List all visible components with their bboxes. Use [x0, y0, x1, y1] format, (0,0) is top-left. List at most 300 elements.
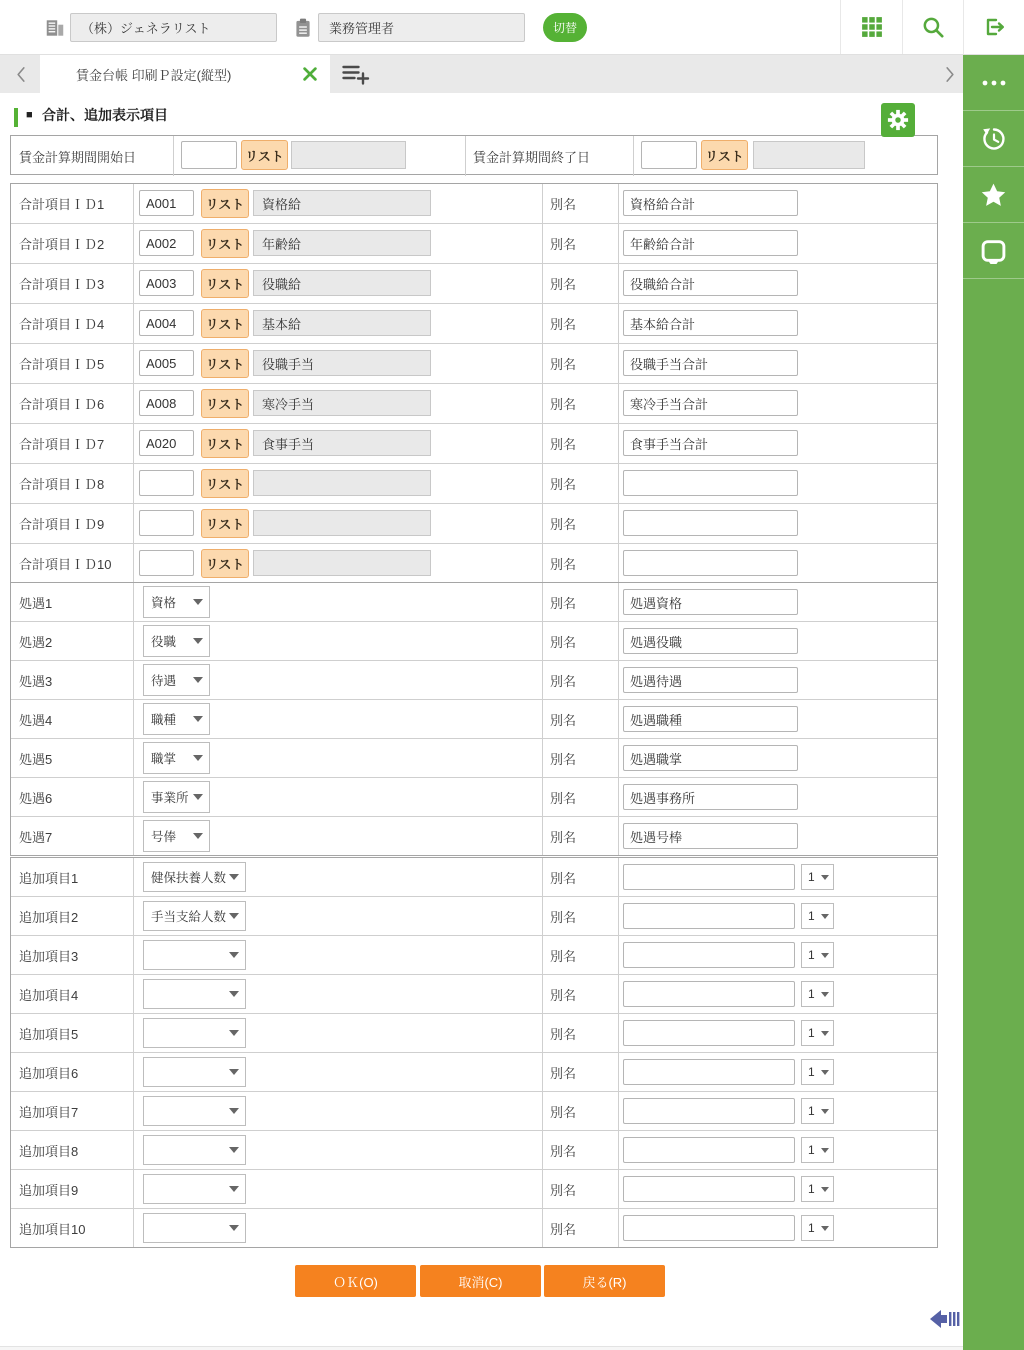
chevron-down-icon — [229, 991, 239, 997]
divider — [542, 344, 543, 383]
divider — [618, 1209, 619, 1247]
item-code-input[interactable] — [139, 190, 194, 216]
row-label: 合計項目ＩＤ4 — [19, 317, 105, 332]
logout-icon — [982, 15, 1006, 39]
panel-icon — [980, 238, 1007, 264]
row-label: 追加項目2 — [19, 909, 79, 925]
count-select-value: 1 — [808, 1143, 815, 1157]
count-select-value: 1 — [808, 1104, 815, 1118]
chevron-down-icon — [193, 755, 203, 761]
chevron-down-icon — [229, 874, 239, 880]
treatment-select[interactable] — [143, 664, 210, 696]
alias-input[interactable] — [623, 430, 798, 456]
period-table — [10, 135, 938, 175]
divider — [542, 583, 543, 621]
chevron-down-icon — [229, 913, 239, 919]
row-label: 合計項目ＩＤ10 — [19, 557, 112, 572]
treatment-select-value: 待遇 — [151, 674, 177, 688]
alias-label: 別名 — [550, 437, 577, 452]
alias-label: 別名 — [550, 909, 577, 925]
list-button[interactable]: リスト — [201, 269, 249, 298]
chevron-down-icon — [229, 1030, 239, 1036]
total-item-row — [11, 184, 937, 223]
treatment-select-value: 職種 — [151, 713, 177, 727]
chevron-down-icon — [229, 1069, 239, 1075]
item-name-field — [253, 470, 431, 496]
chevron-down-icon — [821, 1226, 829, 1231]
total-item-row — [11, 543, 937, 583]
divider — [542, 1209, 543, 1247]
alias-label: 別名 — [550, 1026, 577, 1042]
period-start-list-button[interactable]: リスト — [241, 140, 288, 170]
alias-input[interactable] — [623, 470, 798, 496]
alias-input[interactable] — [623, 628, 798, 654]
additional-select[interactable] — [143, 940, 246, 970]
additional-item-row — [11, 896, 937, 935]
divider — [542, 739, 543, 777]
treatment-select-value: 号俸 — [151, 830, 177, 844]
alias-label: 別名 — [550, 870, 577, 886]
treatment-select[interactable] — [143, 625, 210, 657]
alias-input[interactable] — [623, 981, 795, 1007]
sidebar-history-button[interactable] — [963, 111, 1024, 167]
star-icon — [980, 182, 1007, 208]
settings-button[interactable] — [881, 103, 915, 137]
additional-select[interactable] — [143, 1057, 246, 1087]
treatment-row — [11, 660, 937, 699]
alias-label: 別名 — [550, 397, 577, 412]
divider — [133, 778, 134, 816]
chevron-down-icon — [821, 992, 829, 997]
more-icon — [981, 79, 1007, 87]
treatment-row — [11, 738, 937, 777]
treatment-table — [10, 582, 938, 856]
divider — [133, 1092, 134, 1130]
apps-grid-button[interactable] — [840, 0, 902, 54]
item-code-input[interactable] — [139, 270, 194, 296]
list-button[interactable]: リスト — [201, 549, 249, 578]
chevron-down-icon — [193, 638, 203, 644]
alias-input[interactable] — [623, 310, 798, 336]
alias-input[interactable] — [623, 1098, 795, 1124]
additional-item-row — [11, 1208, 937, 1247]
list-button[interactable]: リスト — [201, 229, 249, 258]
alias-label: 別名 — [550, 987, 577, 1003]
alias-label: 別名 — [550, 634, 577, 650]
switch-button[interactable]: 切替 — [543, 13, 587, 42]
divider — [618, 817, 619, 855]
company-icon — [44, 17, 66, 39]
alias-label: 別名 — [550, 277, 577, 292]
history-icon — [980, 125, 1008, 153]
divider — [133, 700, 134, 738]
divider — [618, 224, 619, 263]
alias-input[interactable] — [623, 230, 798, 256]
additional-items-table — [10, 857, 938, 1248]
divider — [542, 304, 543, 343]
additional-select[interactable] — [143, 1135, 246, 1165]
divider — [618, 1131, 619, 1169]
divider — [618, 897, 619, 935]
row-label: 追加項目7 — [19, 1104, 79, 1120]
divider — [618, 700, 619, 738]
treatment-row — [11, 583, 937, 621]
alias-label: 別名 — [550, 477, 577, 492]
sidebar-favorites-button[interactable] — [963, 167, 1024, 223]
chevron-down-icon — [821, 914, 829, 919]
row-label: 合計項目ＩＤ2 — [19, 237, 105, 252]
count-select[interactable] — [801, 942, 834, 968]
chevron-down-icon — [193, 599, 203, 605]
alias-label: 別名 — [550, 1104, 577, 1120]
period-start-input[interactable] — [181, 141, 237, 169]
row-label: 合計項目ＩＤ5 — [19, 357, 105, 372]
alias-input[interactable] — [623, 942, 795, 968]
additional-item-row — [11, 1169, 937, 1208]
treatment-select[interactable] — [143, 742, 210, 774]
alias-label: 別名 — [550, 557, 577, 572]
additional-select[interactable] — [143, 1018, 246, 1048]
chevron-down-icon — [821, 1109, 829, 1114]
item-code-input[interactable] — [139, 230, 194, 256]
row-label: 処遇4 — [19, 712, 53, 728]
divider — [133, 544, 134, 583]
treatment-select[interactable] — [143, 586, 210, 618]
alias-label: 別名 — [550, 1065, 577, 1081]
divider — [542, 224, 543, 263]
divider — [633, 136, 634, 176]
additional-item-row — [11, 1013, 937, 1052]
item-code-input[interactable] — [139, 310, 194, 336]
count-select-value: 1 — [808, 948, 815, 962]
count-select-value: 1 — [808, 1221, 815, 1235]
alias-input[interactable] — [623, 903, 795, 929]
additional-select[interactable] — [143, 862, 246, 892]
divider — [173, 136, 174, 176]
item-name-field: 年齢給 — [253, 230, 431, 256]
item-code-input[interactable] — [139, 470, 194, 496]
alias-input[interactable] — [623, 510, 798, 536]
alias-label: 別名 — [550, 1143, 577, 1159]
treatment-select[interactable] — [143, 781, 210, 813]
divider — [542, 1131, 543, 1169]
count-select-value: 1 — [808, 909, 815, 923]
row-label: 追加項目6 — [19, 1065, 79, 1081]
additional-select[interactable] — [143, 979, 246, 1009]
company-field[interactable] — [70, 13, 277, 42]
count-select[interactable] — [801, 1137, 834, 1163]
row-label: 追加項目9 — [19, 1182, 79, 1198]
alias-label: 別名 — [550, 237, 577, 252]
divider — [465, 136, 466, 176]
divider — [542, 1053, 543, 1091]
list-button[interactable]: リスト — [201, 469, 249, 498]
alias-input[interactable] — [623, 1059, 795, 1085]
row-label: 合計項目ＩＤ9 — [19, 517, 105, 532]
divider — [133, 858, 134, 896]
divider — [542, 975, 543, 1013]
row-label: 合計項目ＩＤ7 — [19, 437, 105, 452]
list-button[interactable]: リスト — [201, 309, 249, 338]
sidebar-panel-button[interactable] — [963, 223, 1024, 279]
chevron-down-icon — [821, 1148, 829, 1153]
collapse-panel-button[interactable] — [930, 1306, 962, 1332]
period-start-label: 賃金計算期間開始日 — [19, 149, 137, 165]
count-select-value: 1 — [808, 1026, 815, 1040]
divider — [618, 858, 619, 896]
divider — [133, 224, 134, 263]
tab-bar — [0, 55, 963, 93]
divider — [542, 778, 543, 816]
divider — [133, 1014, 134, 1052]
additional-select[interactable] — [143, 901, 246, 931]
alias-input[interactable] — [623, 1137, 795, 1163]
divider — [542, 264, 543, 303]
additional-select[interactable] — [143, 1213, 246, 1243]
divider — [618, 344, 619, 383]
divider — [133, 622, 134, 660]
total-item-row — [11, 223, 937, 263]
period-start-name-field — [291, 141, 406, 169]
divider — [618, 384, 619, 423]
row-label: 追加項目3 — [19, 948, 79, 964]
divider — [618, 1053, 619, 1091]
divider — [133, 817, 134, 855]
count-select[interactable] — [801, 864, 834, 890]
divider — [133, 1131, 134, 1169]
alias-label: 別名 — [550, 517, 577, 532]
alias-input[interactable] — [623, 706, 798, 732]
treatment-row — [11, 621, 937, 660]
row-label: 追加項目8 — [19, 1143, 79, 1159]
right-sidebar — [963, 55, 1024, 1350]
alias-label: 別名 — [550, 948, 577, 964]
row-label: 処遇6 — [19, 790, 53, 806]
count-select[interactable] — [801, 1098, 834, 1124]
alias-input[interactable] — [623, 1215, 795, 1241]
alias-input[interactable] — [623, 667, 798, 693]
divider — [618, 778, 619, 816]
divider — [133, 504, 134, 543]
additional-select[interactable] — [143, 1174, 246, 1204]
list-button[interactable]: リスト — [201, 189, 249, 218]
row-label: 処遇3 — [19, 673, 53, 689]
chevron-down-icon — [821, 1070, 829, 1075]
list-button[interactable]: リスト — [201, 429, 249, 458]
cancel-button[interactable]: 取消(C) — [420, 1265, 541, 1297]
row-label: 合計項目ＩＤ1 — [19, 197, 105, 212]
item-code-input[interactable] — [139, 350, 194, 376]
alias-label: 別名 — [550, 595, 577, 611]
divider — [618, 1092, 619, 1130]
row-label: 追加項目4 — [19, 987, 79, 1003]
divider — [618, 1014, 619, 1052]
divider — [133, 897, 134, 935]
list-button[interactable]: リスト — [201, 509, 249, 538]
role-field[interactable] — [318, 13, 525, 42]
sidebar-more-button[interactable] — [963, 55, 1024, 111]
period-end-label: 賃金計算期間終了日 — [473, 149, 591, 165]
chevron-down-icon — [229, 952, 239, 958]
total-item-row — [11, 503, 937, 543]
divider — [542, 1014, 543, 1052]
divider — [133, 1209, 134, 1247]
divider — [133, 1053, 134, 1091]
count-select[interactable] — [801, 1059, 834, 1085]
alias-label: 別名 — [550, 1221, 577, 1237]
divider — [618, 544, 619, 583]
divider — [133, 464, 134, 503]
tab-next-button[interactable] — [944, 66, 956, 83]
alias-input[interactable] — [623, 390, 798, 416]
total-item-row — [11, 463, 937, 503]
search-icon — [922, 16, 945, 39]
alias-input[interactable] — [623, 589, 798, 615]
total-item-row — [11, 263, 937, 303]
row-label: 合計項目ＩＤ6 — [19, 397, 105, 412]
count-select[interactable] — [801, 903, 834, 929]
period-end-list-button[interactable]: リスト — [701, 140, 748, 170]
divider — [133, 583, 134, 621]
alias-label: 別名 — [550, 357, 577, 372]
alias-input[interactable] — [623, 784, 798, 810]
alias-label: 別名 — [550, 751, 577, 767]
divider — [133, 304, 134, 343]
total-item-row — [11, 303, 937, 343]
list-button[interactable]: リスト — [201, 389, 249, 418]
divider — [618, 504, 619, 543]
item-code-input[interactable] — [139, 430, 194, 456]
gear-icon — [887, 109, 909, 131]
divider — [542, 700, 543, 738]
period-end-input[interactable] — [641, 141, 697, 169]
alias-input[interactable] — [623, 745, 798, 771]
divider — [618, 622, 619, 660]
alias-input[interactable] — [623, 350, 798, 376]
add-tab-button[interactable] — [342, 64, 370, 85]
divider — [542, 817, 543, 855]
divider — [133, 264, 134, 303]
divider — [542, 622, 543, 660]
divider — [542, 544, 543, 583]
count-select[interactable] — [801, 1020, 834, 1046]
total-item-row — [11, 383, 937, 423]
count-select[interactable] — [801, 981, 834, 1007]
treatment-row — [11, 816, 937, 855]
alias-input[interactable] — [623, 270, 798, 296]
alias-input[interactable] — [623, 864, 795, 890]
divider — [542, 661, 543, 699]
alias-input[interactable] — [623, 550, 798, 576]
divider — [542, 424, 543, 463]
divider — [542, 1170, 543, 1208]
count-select[interactable] — [801, 1176, 834, 1202]
row-label: 追加項目10 — [19, 1221, 86, 1237]
divider — [618, 184, 619, 223]
ok-button[interactable]: ＯＫ(O) — [295, 1265, 416, 1297]
active-tab[interactable] — [40, 55, 330, 93]
chevron-down-icon — [193, 716, 203, 722]
row-label: 処遇5 — [19, 751, 53, 767]
total-item-row — [11, 343, 937, 383]
top-bar — [0, 0, 1024, 55]
section-title: 合計、追加表示項目 — [42, 107, 168, 123]
additional-select-value: 手当支給人数 — [151, 910, 227, 924]
divider — [133, 975, 134, 1013]
chevron-down-icon — [821, 953, 829, 958]
alias-input[interactable] — [623, 1176, 795, 1202]
alias-label: 別名 — [550, 673, 577, 689]
alias-input[interactable] — [623, 823, 798, 849]
bottom-strip — [0, 1346, 963, 1350]
item-code-input[interactable] — [139, 550, 194, 576]
alias-label: 別名 — [550, 1182, 577, 1198]
divider — [542, 1092, 543, 1130]
chevron-down-icon — [821, 1187, 829, 1192]
row-label: 処遇1 — [19, 595, 53, 611]
chevron-down-icon — [821, 1031, 829, 1036]
list-button[interactable]: リスト — [201, 349, 249, 378]
tab-close-icon[interactable] — [303, 67, 317, 81]
search-button[interactable] — [902, 0, 964, 54]
total-items-table — [10, 183, 938, 584]
divider — [618, 583, 619, 621]
apps-grid-icon — [861, 16, 883, 38]
chevron-down-icon — [193, 794, 203, 800]
chevron-down-icon — [193, 833, 203, 839]
count-select[interactable] — [801, 1215, 834, 1241]
additional-select-value: 健保扶養人数 — [151, 871, 227, 885]
item-code-input[interactable] — [139, 510, 194, 536]
item-name-field: 基本給 — [253, 310, 431, 336]
alias-input[interactable] — [623, 190, 798, 216]
chevron-down-icon — [229, 1186, 239, 1192]
alias-label: 別名 — [550, 790, 577, 806]
alias-input[interactable] — [623, 1020, 795, 1046]
tab-prev-button[interactable] — [15, 66, 27, 83]
divider — [133, 739, 134, 777]
divider — [133, 384, 134, 423]
row-label: 合計項目ＩＤ8 — [19, 477, 105, 492]
alias-label: 別名 — [550, 829, 577, 845]
chevron-down-icon — [229, 1108, 239, 1114]
section-marker: ■ — [26, 109, 33, 121]
row-label: 追加項目5 — [19, 1026, 79, 1042]
divider — [133, 424, 134, 463]
divider — [618, 264, 619, 303]
period-end-name-field — [753, 141, 865, 169]
divider — [542, 184, 543, 223]
item-code-input[interactable] — [139, 390, 194, 416]
chevron-down-icon — [821, 875, 829, 880]
row-label: 処遇2 — [19, 634, 53, 650]
collapse-arrow-icon — [930, 1310, 959, 1328]
count-select-value: 1 — [808, 1182, 815, 1196]
treatment-select[interactable] — [143, 703, 210, 735]
logout-button[interactable] — [963, 0, 1024, 54]
row-label: 追加項目1 — [19, 870, 79, 886]
back-button[interactable]: 戻る(R) — [544, 1265, 665, 1297]
treatment-select[interactable] — [143, 820, 210, 852]
divider — [618, 661, 619, 699]
item-name-field — [253, 550, 431, 576]
divider — [133, 184, 134, 223]
count-select-value: 1 — [808, 1065, 815, 1079]
additional-select[interactable] — [143, 1096, 246, 1126]
divider — [618, 304, 619, 343]
additional-item-row — [11, 974, 937, 1013]
divider — [133, 344, 134, 383]
